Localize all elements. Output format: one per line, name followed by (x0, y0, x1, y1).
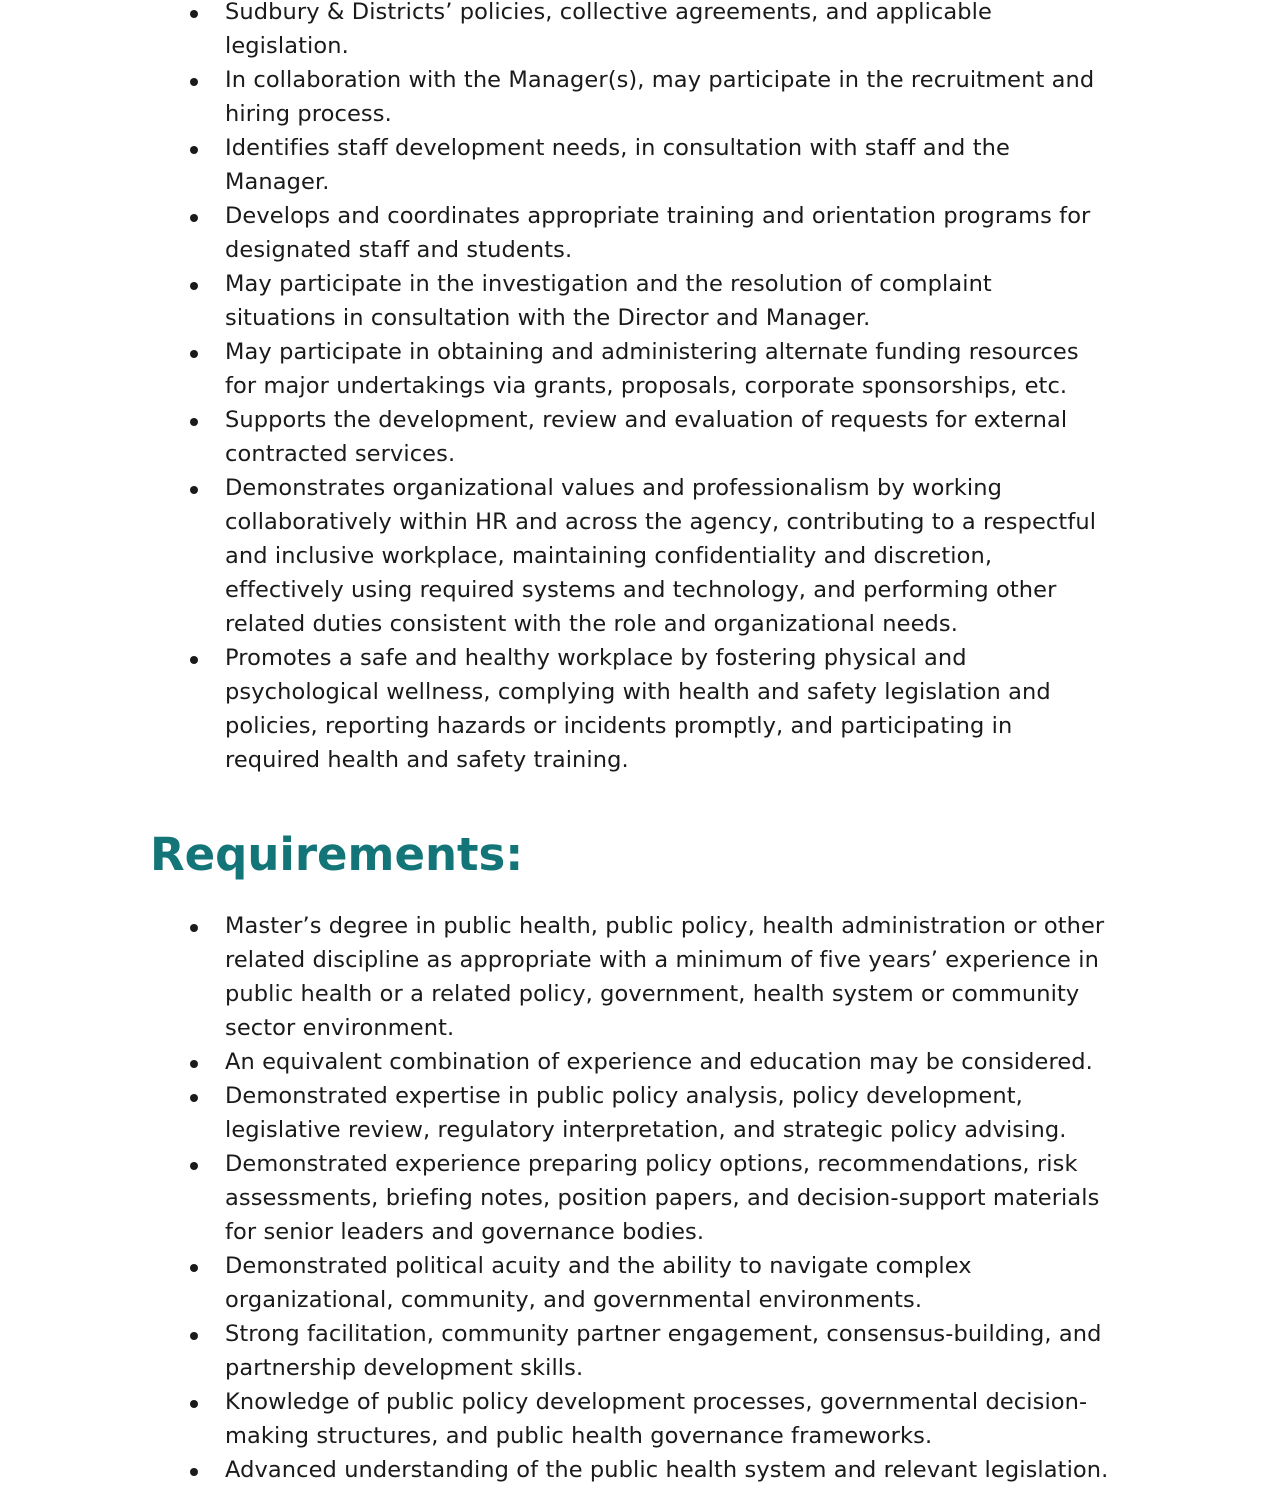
bullet-icon (190, 486, 198, 494)
list-item-text: Demonstrated expertise in public policy analysis, policy development, legislative review, regulatory interpretation, and strategic policy advising. (225, 1083, 1067, 1143)
list-item-text: Promotes a safe and healthy workplace by fostering physical and psychological wellness, complying with health and safety legislation and policies, reporting hazards or incidents promptly, and participating in required health and safety training. (225, 645, 1051, 773)
bullet-icon (190, 350, 198, 358)
list-item-text: An equivalent combination of experience and education may be considered. (225, 1049, 1093, 1075)
list-item (186, 199, 1136, 267)
list-item (186, 63, 1136, 131)
bullet-icon (190, 146, 198, 154)
bullet-icon (190, 1264, 198, 1272)
list-item-text: Sudbury & Districts’ policies, collective agreements, and applicable legislation. (225, 0, 992, 59)
bullet-icon (190, 10, 198, 18)
list-item-text: Master’s degree in public health, public policy, health administration or other related discipline as appropriate with a minimum of five years’ experience in public health or a related policy, government, health system or community sector environment. (225, 913, 1105, 1041)
requirements-list (186, 909, 1136, 1487)
list-item (186, 1249, 1136, 1317)
bullet-icon (190, 1332, 198, 1340)
list-item (186, 267, 1136, 335)
list-item-text: Demonstrated political acuity and the ability to navigate complex organizational, community, and governmental environments. (225, 1253, 972, 1313)
list-item (186, 1385, 1136, 1453)
list-item-text: Demonstrated experience preparing policy options, recommendations, risk assessments, briefing notes, position papers, and decision-support materials for senior leaders and governance bodies. (225, 1151, 1100, 1245)
bullet-icon (190, 214, 198, 222)
list-item (186, 641, 1136, 777)
list-item (186, 1147, 1136, 1249)
list-item (186, 1317, 1136, 1385)
bullet-icon (190, 924, 198, 932)
bullet-icon (190, 282, 198, 290)
list-item (186, 0, 1136, 63)
list-item-text: Strong facilitation, community partner engagement, consensus-building, and partnership development skills. (225, 1321, 1102, 1381)
bullet-icon (190, 1468, 198, 1476)
bullet-icon (190, 656, 198, 664)
list-item-text: May participate in obtaining and administering alternate funding resources for major undertakings via grants, proposals, corporate sponsorships, etc. (225, 339, 1079, 399)
requirements-heading: Requirements: (150, 828, 524, 881)
bullet-icon (190, 1400, 198, 1408)
list-item (186, 131, 1136, 199)
bullet-icon (190, 1060, 198, 1068)
bullet-icon (190, 78, 198, 86)
list-item-text: Develops and coordinates appropriate training and orientation programs for designated staff and students. (225, 203, 1091, 263)
list-item (186, 403, 1136, 471)
list-item-text: Demonstrates organizational values and professionalism by working collaboratively within HR and across the agency, contributing to a respectful and inclusive workplace, maintaining confidentiality and discretion, effectively using required systems and technology, and performing other related duties consistent with the role and organizational needs. (225, 475, 1097, 637)
list-item (186, 909, 1136, 1045)
list-item (186, 1045, 1136, 1079)
list-item-text: May participate in the investigation and the resolution of complaint situations in consultation with the Director and Manager. (225, 271, 992, 331)
list-item (186, 1453, 1136, 1487)
list-item-text: Knowledge of public policy development processes, governmental decision- making structures, and public health governance frameworks. (225, 1389, 1088, 1449)
list-item-text: Supports the development, review and evaluation of requests for external contracted services. (225, 407, 1068, 467)
duties-list (186, 0, 1136, 777)
list-item-text: Identifies staff development needs, in consultation with staff and the Manager. (225, 135, 1010, 195)
bullet-icon (190, 418, 198, 426)
bullet-icon (190, 1094, 198, 1102)
bullet-icon (190, 1162, 198, 1170)
list-item-text: Advanced understanding of the public health system and relevant legislation. (225, 1457, 1109, 1483)
list-item-text: In collaboration with the Manager(s), may participate in the recruitment and hiring process. (225, 67, 1095, 127)
list-item (186, 1079, 1136, 1147)
list-item (186, 471, 1136, 641)
list-item (186, 335, 1136, 403)
